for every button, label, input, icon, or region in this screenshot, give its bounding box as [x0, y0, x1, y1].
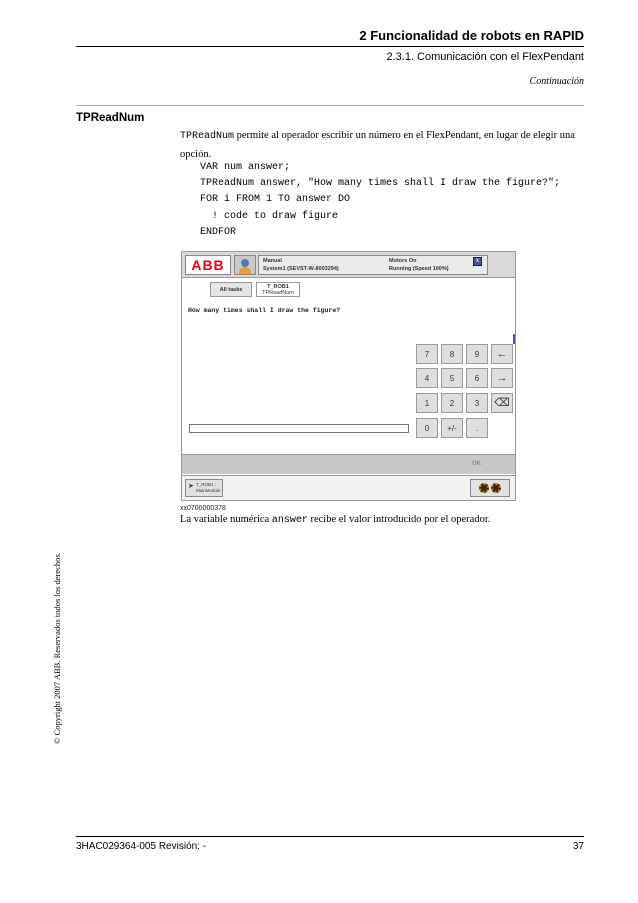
system-label: System1 (SEVST-W-8003294) — [263, 266, 339, 272]
code-line: FOR i FROM 1 TO answer DO — [200, 194, 351, 206]
arrow-right-key[interactable]: → — [491, 368, 513, 388]
tab-t-rob1[interactable] — [256, 282, 300, 297]
flexpendant-task-bar — [182, 475, 515, 500]
page-number: 37 — [572, 841, 584, 852]
closing-text-pre: La variable numérica — [180, 514, 272, 525]
code-line: ! code to draw figure — [200, 210, 339, 222]
running-label: Running (Speed 100%) — [389, 266, 449, 272]
scrollbar[interactable] — [513, 334, 515, 344]
task-button[interactable] — [185, 479, 223, 497]
task-label: T_ROB1 : — [196, 482, 217, 487]
code-line: TPReadNum answer, "How many times shall I draw the figure?"; — [200, 178, 561, 190]
prompt-text: How many times shall I draw the figure? — [188, 307, 341, 314]
pointer-icon: ➤ — [188, 483, 194, 490]
key-4[interactable]: 4 — [416, 368, 438, 388]
code-line: ENDFOR — [200, 226, 237, 238]
copyright-note: © Copyright 2007 ABB. Reservados todos los derechos. — [52, 552, 62, 744]
code-term: TPReadNum — [180, 131, 235, 142]
key-6[interactable]: 6 — [466, 368, 488, 388]
code-block — [200, 160, 560, 241]
closing-text-post: recibe el valor introducido por el operador. — [307, 514, 491, 525]
abb-logo[interactable]: ABB — [185, 255, 231, 275]
flexpendant-screenshot — [181, 251, 516, 501]
key-decimal[interactable]: . — [466, 418, 488, 438]
mode-label: Manual — [263, 258, 282, 264]
figure-id: xx0700000378 — [180, 505, 226, 512]
arrow-left-key[interactable]: ← — [491, 344, 513, 364]
close-icon[interactable]: x — [473, 257, 482, 266]
gears-icon[interactable] — [470, 479, 510, 497]
tab-task-sublabel: TPReadNum — [262, 290, 294, 296]
number-input[interactable] — [189, 424, 409, 433]
paragraph-text: permite al operador escribir un número en el FlexPendant, en lugar de elegir una opción. — [180, 130, 575, 160]
document-id: 3HAC029364-005 Revisión: - — [76, 841, 207, 852]
header-rule — [76, 46, 584, 47]
footer-rule — [76, 836, 584, 837]
flexpendant-top-bar — [182, 252, 515, 278]
key-7[interactable]: 7 — [416, 344, 438, 364]
key-1[interactable]: 1 — [416, 393, 438, 413]
ok-button[interactable]: OK — [472, 461, 481, 467]
tab-all-tasks[interactable]: All tasks — [210, 282, 252, 297]
chapter-title: 2 Funcionalidad de robots en RAPID — [359, 28, 584, 43]
operator-icon[interactable] — [234, 255, 256, 275]
ok-bar — [182, 454, 515, 474]
closing-paragraph — [180, 514, 490, 526]
continuation-rule — [76, 105, 584, 106]
section-subtitle: 2.3.1. Comunicación con el FlexPendant — [386, 51, 584, 63]
intro-paragraph — [180, 127, 580, 164]
key-3[interactable]: 3 — [466, 393, 488, 413]
tab-task-label: T_ROB1 — [267, 284, 289, 290]
key-8[interactable]: 8 — [441, 344, 463, 364]
key-9[interactable]: 9 — [466, 344, 488, 364]
backspace-icon[interactable]: ⌫ — [491, 393, 513, 413]
key-2[interactable]: 2 — [441, 393, 463, 413]
motors-label: Motors On — [389, 258, 417, 264]
code-line: VAR num answer; — [200, 162, 291, 173]
code-term-answer: answer — [271, 515, 308, 526]
key-5[interactable]: 5 — [441, 368, 463, 388]
key-0[interactable]: 0 — [416, 418, 438, 438]
continuation-label: Continuación — [529, 76, 584, 87]
task-tabs — [182, 280, 515, 298]
task-module: MainModule — [196, 487, 221, 493]
key-plus-minus[interactable]: +/- — [441, 418, 463, 438]
status-panel — [258, 255, 488, 275]
section-heading: TPReadNum — [76, 112, 145, 124]
